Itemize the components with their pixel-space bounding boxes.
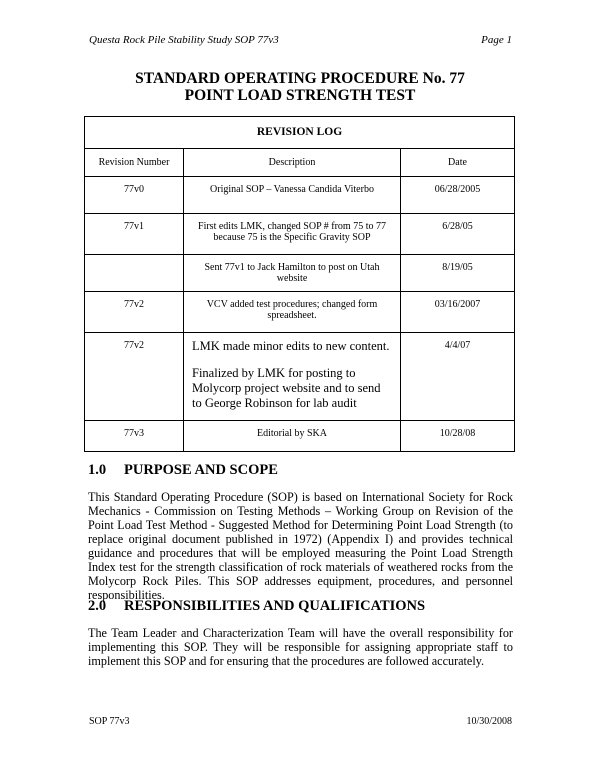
date-cell: 03/16/2007 xyxy=(401,292,515,333)
description-cell xyxy=(184,333,401,421)
description-paragraph: LMK made minor edits to new content. xyxy=(192,339,390,353)
table-row xyxy=(85,214,515,255)
section-2-heading xyxy=(88,598,425,615)
column-header-revision: Revision Number xyxy=(85,149,184,177)
description-cell: Editorial by SKA xyxy=(184,421,401,452)
section-1-number: 1.0 xyxy=(88,462,107,478)
revision-cell: 77v1 xyxy=(85,214,184,255)
table-row xyxy=(85,421,515,452)
section-2-paragraph: The Team Leader and Characterization Team will have the overall responsibility for implementing this SOP. They will be responsible for assigning appropriate staff to implement this SOP and for ensuring that the procedures are followed accurately. xyxy=(88,626,513,668)
table-row xyxy=(85,333,515,421)
description-cell: Sent 77v1 to Jack Hamilton to post on Utah website xyxy=(184,255,401,292)
section-2-number: 2.0 xyxy=(88,598,107,614)
date-cell: 10/28/08 xyxy=(401,421,515,452)
column-header-date: Date xyxy=(401,149,515,177)
revision-cell: 77v2 xyxy=(85,292,184,333)
date-cell: 4/4/07 xyxy=(401,333,515,421)
table-header-row xyxy=(85,149,515,177)
section-1-heading xyxy=(88,462,278,479)
document-title xyxy=(0,70,600,104)
page-header-title: Questa Rock Pile Stability Study SOP 77v3 xyxy=(89,34,279,46)
revision-log-title: REVISION LOG xyxy=(85,117,515,149)
table-row xyxy=(85,292,515,333)
footer-doc-id: SOP 77v3 xyxy=(89,716,130,727)
page-number: Page 1 xyxy=(481,34,512,46)
title-line-2: POINT LOAD STRENGTH TEST xyxy=(184,87,416,104)
footer-date: 10/30/2008 xyxy=(466,716,512,727)
description-cell: First edits LMK, changed SOP # from 75 to 77 because 75 is the Specific Gravity SOP xyxy=(184,214,401,255)
title-line-1: STANDARD OPERATING PROCEDURE No. 77 xyxy=(135,70,465,87)
date-cell: 6/28/05 xyxy=(401,214,515,255)
column-header-description: Description xyxy=(184,149,401,177)
section-1-paragraph: This Standard Operating Procedure (SOP) is based on International Society for Rock Mechanics - Commission on Testing Methods – Working Group on Revision of the Point Load Test Method - Suggested Method for Determining Point Load Strength (to replace original document published in 1972) (Appendix I) and provides technical guidance and procedures that will be employed measuring the Point Load Strength Index test for the strength classification of rock materials of weathered rocks from the Molycorp Rock Piles. This SOP addresses equipment, procedures, and personnel responsibilities. xyxy=(88,490,513,602)
revision-log-table xyxy=(84,116,515,452)
description-paragraph: Finalized by LMK for posting to Molycorp project website and to send to George Robinson for lab audit xyxy=(192,366,381,410)
table-row xyxy=(85,255,515,292)
table-row xyxy=(85,177,515,214)
section-1-title: PURPOSE AND SCOPE xyxy=(124,462,278,478)
description-cell: VCV added test procedures; changed form spreadsheet. xyxy=(184,292,401,333)
section-2-title: RESPONSIBILITIES AND QUALIFICATIONS xyxy=(124,598,426,614)
date-cell: 06/28/2005 xyxy=(401,177,515,214)
date-cell: 8/19/05 xyxy=(401,255,515,292)
description-cell: Original SOP – Vanessa Candida Viterbo xyxy=(184,177,401,214)
revision-cell xyxy=(85,255,184,292)
revision-cell: 77v3 xyxy=(85,421,184,452)
revision-cell: 77v0 xyxy=(85,177,184,214)
revision-cell: 77v2 xyxy=(85,333,184,421)
